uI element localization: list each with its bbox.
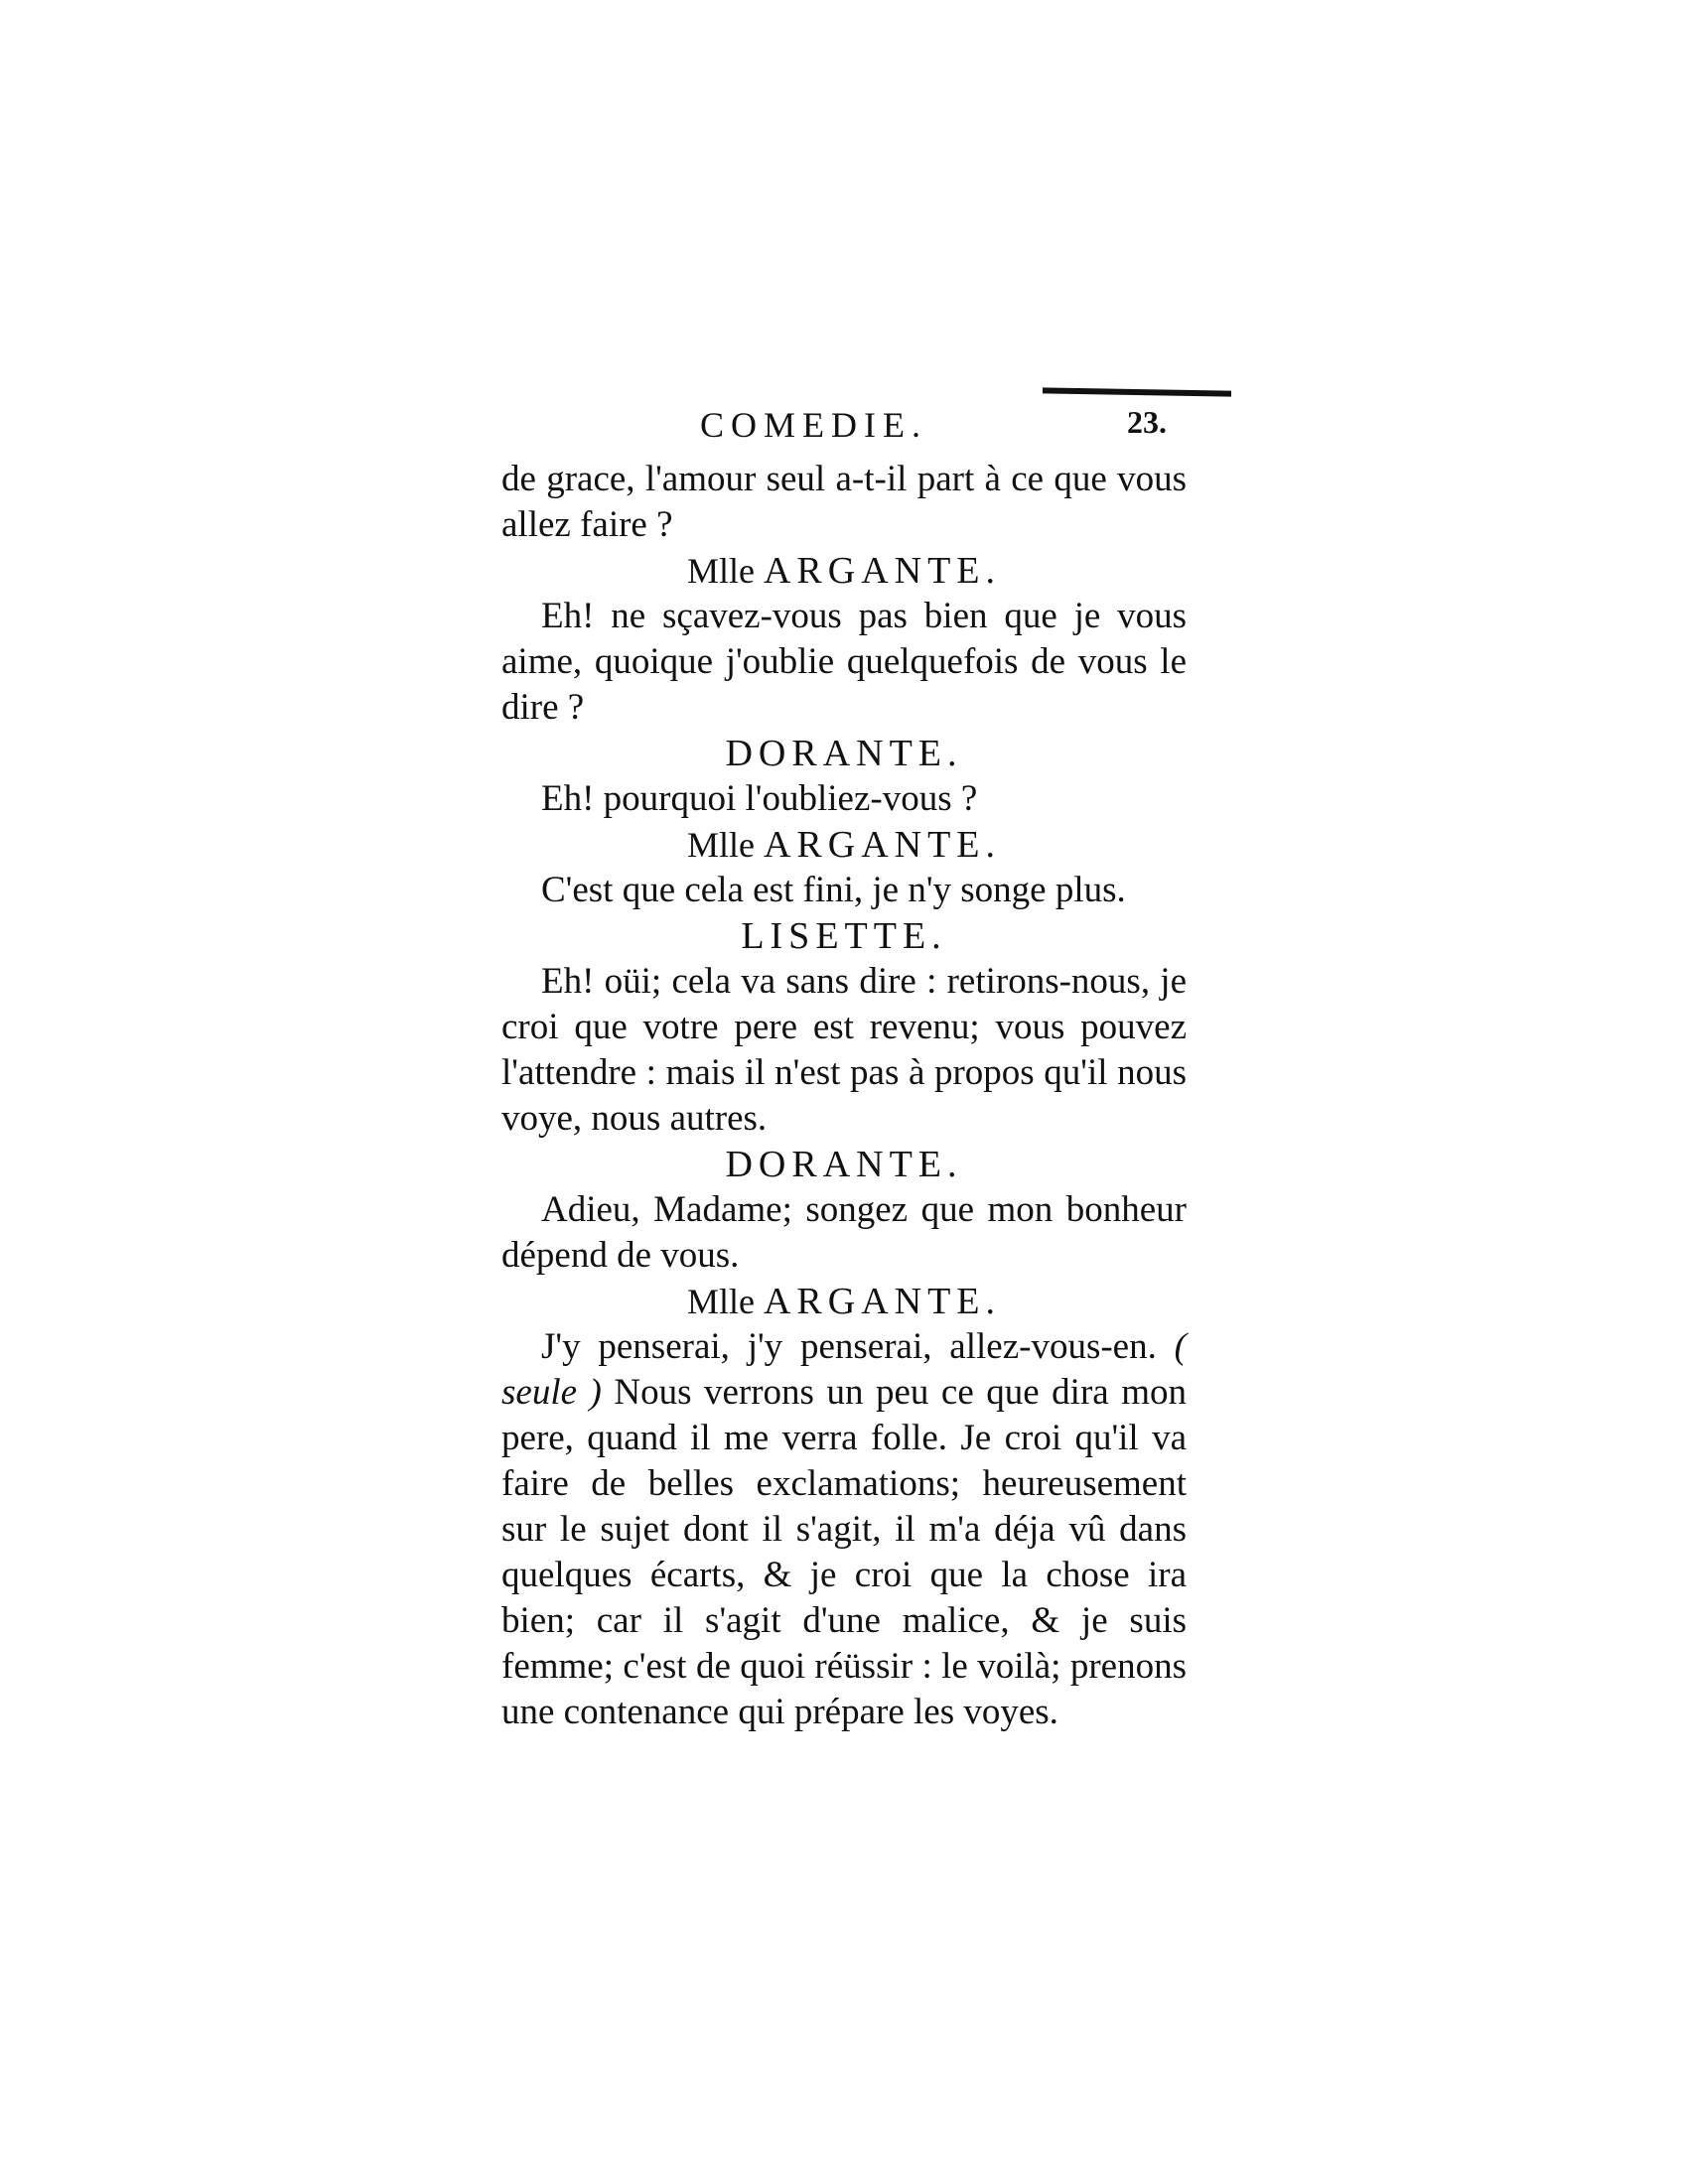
speaker-name: ARGANTE. <box>763 824 1002 866</box>
book-page <box>501 402 1187 1735</box>
speaker-name: DORANTE. <box>725 1144 963 1185</box>
speaker-heading <box>501 822 1187 868</box>
dialogue-paragraph: Eh! ne sçavez-vous pas bien que je vous aime, quoique j'oublie quelquefois de vous le dire ? <box>501 596 1187 728</box>
running-head-title: COMEDIE. <box>700 405 927 445</box>
speaker-name: ARGANTE. <box>763 550 1002 592</box>
speaker-name: LISETTE. <box>741 915 947 957</box>
speaker-heading <box>501 731 1187 776</box>
speaker-title-prefix: Mlle <box>686 1282 764 1321</box>
running-head <box>501 402 1187 457</box>
speaker-heading <box>501 548 1187 594</box>
speaker-title-prefix: Mlle <box>686 825 764 865</box>
dialogue-paragraph: de grace, l'amour seul a-t-il part à ce que vous allez faire ? <box>501 459 1187 545</box>
page-number: 23. <box>1127 404 1167 440</box>
page-top-border <box>1043 387 1231 396</box>
dialogue-paragraph: C'est que cela est fini, je n'y songe plus. <box>541 870 1126 910</box>
speaker-heading <box>501 913 1187 959</box>
speaker-title-prefix: Mlle <box>686 551 764 591</box>
dialogue-paragraph: Eh! pourquoi l'oubliez-vous ? <box>541 778 978 819</box>
dialogue-paragraph: Adieu, Madame; songez que mon bonheur dépend de vous. <box>501 1189 1187 1276</box>
speaker-name: ARGANTE. <box>763 1281 1002 1322</box>
dialogue-paragraph: Eh! oüi; cela va sans dire : retirons-nous, je croi que votre pere est revenu; vous pouvez l'attendre : mais il n'est pas à propos qu'il nous voye, nous autres. <box>501 961 1187 1139</box>
dialogue-paragraph <box>501 1324 1187 1735</box>
speaker-name: DORANTE. <box>725 733 963 774</box>
dialogue-text: Nous verrons un peu ce que dira mon pere, quand il me verra folle. Je croi qu'il va faire de belles exclamations; heureusement sur le sujet dont il s'agit, il m'a déja vû dans quelques écarts, & je croi que la chose ira bien; car il s'agit d'une malice, & je suis femme; c'est de quoi réüssir : le voilà; prenons une contenance qui prépare les voyes. <box>501 1372 1187 1732</box>
speaker-heading <box>501 1142 1187 1187</box>
dialogue-text: J'y penserai, j'y penserai, allez-vous-en. <box>541 1326 1175 1367</box>
stage-direction: ( seule ) <box>501 1326 1187 1413</box>
speaker-heading <box>501 1279 1187 1324</box>
